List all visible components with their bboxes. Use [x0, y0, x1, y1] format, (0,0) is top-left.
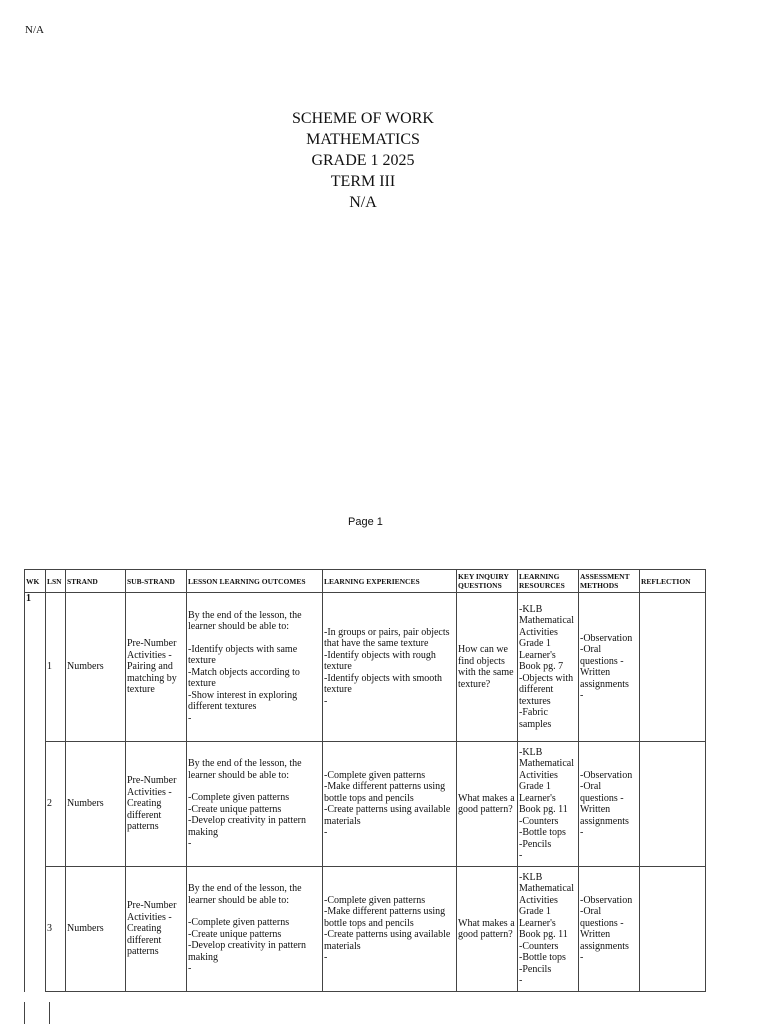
- outcome-item: -Develop creativity in pattern making: [188, 940, 307, 963]
- resource-item: -Bottle tops: [519, 827, 566, 838]
- sub-strand-cell: Pre-Number Activities - Creating different patterns: [126, 742, 187, 867]
- experience-item: -Make different patterns using bottle tops and pencils: [324, 906, 446, 929]
- experience-item: -Create patterns using available materials: [324, 804, 451, 827]
- outcome-item: -Show interest in exploring different textures: [188, 689, 298, 713]
- outcomes-intro: By the end of the lesson, the learner should be able to:: [188, 883, 302, 906]
- experience-item: -: [324, 695, 328, 707]
- assessment-item: -Observation: [580, 632, 633, 644]
- assessment-item: -: [580, 827, 584, 838]
- resource-item: -Fabric samples: [519, 707, 552, 730]
- resource-item: -: [519, 975, 523, 986]
- assessment-item: -Observation: [580, 769, 633, 781]
- title-line: SCHEME OF WORK: [292, 110, 434, 127]
- reflection-cell: [640, 742, 706, 867]
- assessment-cell: [579, 593, 640, 742]
- assessment-item: -Oral questions -Written assignments: [580, 906, 629, 952]
- header-experiences: LEARNING EXPERIENCES: [323, 570, 457, 593]
- page-number: Page 1: [348, 516, 383, 528]
- sub-strand-cell: Pre-Number Activities - Pairing and matching by texture: [126, 593, 187, 742]
- table-row: [25, 867, 706, 992]
- assessment-item: -Observation: [580, 894, 633, 906]
- lesson-number: 3: [46, 867, 66, 992]
- table-continuation: [24, 1002, 50, 1024]
- scheme-of-work-table: [24, 569, 706, 992]
- outcome-item: -: [188, 838, 192, 850]
- experiences-cell: [323, 742, 457, 867]
- header-strand: STRAND: [66, 570, 126, 593]
- table-header-row: [25, 570, 706, 593]
- resource-item: -Pencils: [519, 963, 552, 975]
- outcome-item: -Identify objects with same texture: [188, 643, 298, 667]
- header-reflection: REFLECTION: [640, 570, 706, 593]
- resources-cell: [518, 742, 579, 867]
- title-line: TERM III: [330, 173, 396, 190]
- outcomes-cell: [187, 867, 323, 992]
- outcome-item: -Develop creativity in pattern making: [188, 815, 307, 838]
- week-cell: 1: [25, 593, 46, 992]
- resource-item: -Counters: [519, 940, 559, 952]
- outcome-item: -Create unique patterns: [188, 928, 282, 940]
- outcome-item: -Create unique patterns: [188, 803, 282, 815]
- resource-item: -KLB Mathematical Activities Grade 1 Learner's Book pg. 11: [519, 746, 574, 815]
- inquiry-cell: What makes a good pattern?: [457, 867, 518, 992]
- experience-item: -In groups or pairs, pair objects that have the same texture: [324, 626, 450, 650]
- experiences-cell: [323, 593, 457, 742]
- header-resources: LEARNING RESOURCES: [518, 570, 579, 593]
- assessment-item: -Oral questions -Written assignments: [580, 644, 629, 690]
- outcome-item: -Complete given patterns: [188, 917, 290, 929]
- outcomes-cell: [187, 593, 323, 742]
- experience-item: -Create patterns using available materials: [324, 929, 451, 952]
- title-line: N/A: [349, 194, 377, 211]
- header-assessment: ASSESSMENT METHODS: [579, 570, 640, 593]
- header-sub-strand: SUB-STRAND: [126, 570, 187, 593]
- experience-item: -Make different patterns using bottle tops and pencils: [324, 781, 446, 804]
- header-lsn: LSN: [46, 570, 66, 593]
- sub-strand-cell: Pre-Number Activities - Creating different patterns: [126, 867, 187, 992]
- resource-item: -KLB Mathematical Activities Grade 1 Learner's Book pg. 7: [519, 603, 574, 673]
- title-line: GRADE 1 2025: [311, 152, 415, 169]
- lesson-number: 2: [46, 742, 66, 867]
- assessment-item: -: [580, 952, 584, 963]
- header-wk: WK: [25, 570, 46, 593]
- outcome-item: -: [188, 963, 192, 975]
- outcome-item: -Match objects according to texture: [188, 666, 300, 690]
- inquiry-cell: What makes a good pattern?: [457, 742, 518, 867]
- strand-cell: Numbers: [66, 742, 126, 867]
- experience-item: -Identify objects with rough texture: [324, 649, 436, 673]
- resource-item: -Objects with different textures: [519, 672, 574, 707]
- lesson-number: 1: [46, 593, 66, 742]
- header-outcomes: LESSON LEARNING OUTCOMES: [187, 570, 323, 593]
- document-title: [0, 108, 726, 213]
- experience-item: -: [324, 827, 328, 838]
- resource-item: -Pencils: [519, 838, 552, 850]
- resources-cell: [518, 867, 579, 992]
- inquiry-cell: How can we find objects with the same texture?: [457, 593, 518, 742]
- assessment-cell: [579, 742, 640, 867]
- resource-item: -: [519, 850, 523, 861]
- header-inquiry: KEY INQUIRY QUESTIONS: [457, 570, 518, 593]
- resources-cell: [518, 593, 579, 742]
- experience-item: -Complete given patterns: [324, 894, 426, 906]
- resource-item: -Counters: [519, 815, 559, 827]
- header-label: N/A: [25, 24, 44, 36]
- experience-item: -Identify objects with smooth texture: [324, 672, 443, 696]
- outcome-item: -Complete given patterns: [188, 792, 290, 804]
- title-line: MATHEMATICS: [306, 131, 420, 148]
- assessment-cell: [579, 867, 640, 992]
- assessment-item: -Oral questions -Written assignments: [580, 781, 629, 827]
- outcomes-cell: [187, 742, 323, 867]
- reflection-cell: [640, 867, 706, 992]
- outcomes-intro: By the end of the lesson, the learner should be able to:: [188, 758, 302, 781]
- assessment-item: -: [580, 690, 584, 701]
- strand-cell: Numbers: [66, 593, 126, 742]
- strand-cell: Numbers: [66, 867, 126, 992]
- table-row: [25, 742, 706, 867]
- experience-item: -: [324, 952, 328, 963]
- reflection-cell: [640, 593, 706, 742]
- resource-item: -KLB Mathematical Activities Grade 1 Learner's Book pg. 11: [519, 871, 574, 940]
- outcomes-intro: By the end of the lesson, the learner should be able to:: [188, 609, 302, 633]
- experiences-cell: [323, 867, 457, 992]
- experience-item: -Complete given patterns: [324, 769, 426, 781]
- table-row: [25, 593, 706, 742]
- resource-item: -Bottle tops: [519, 952, 566, 963]
- outcome-item: -: [188, 712, 192, 724]
